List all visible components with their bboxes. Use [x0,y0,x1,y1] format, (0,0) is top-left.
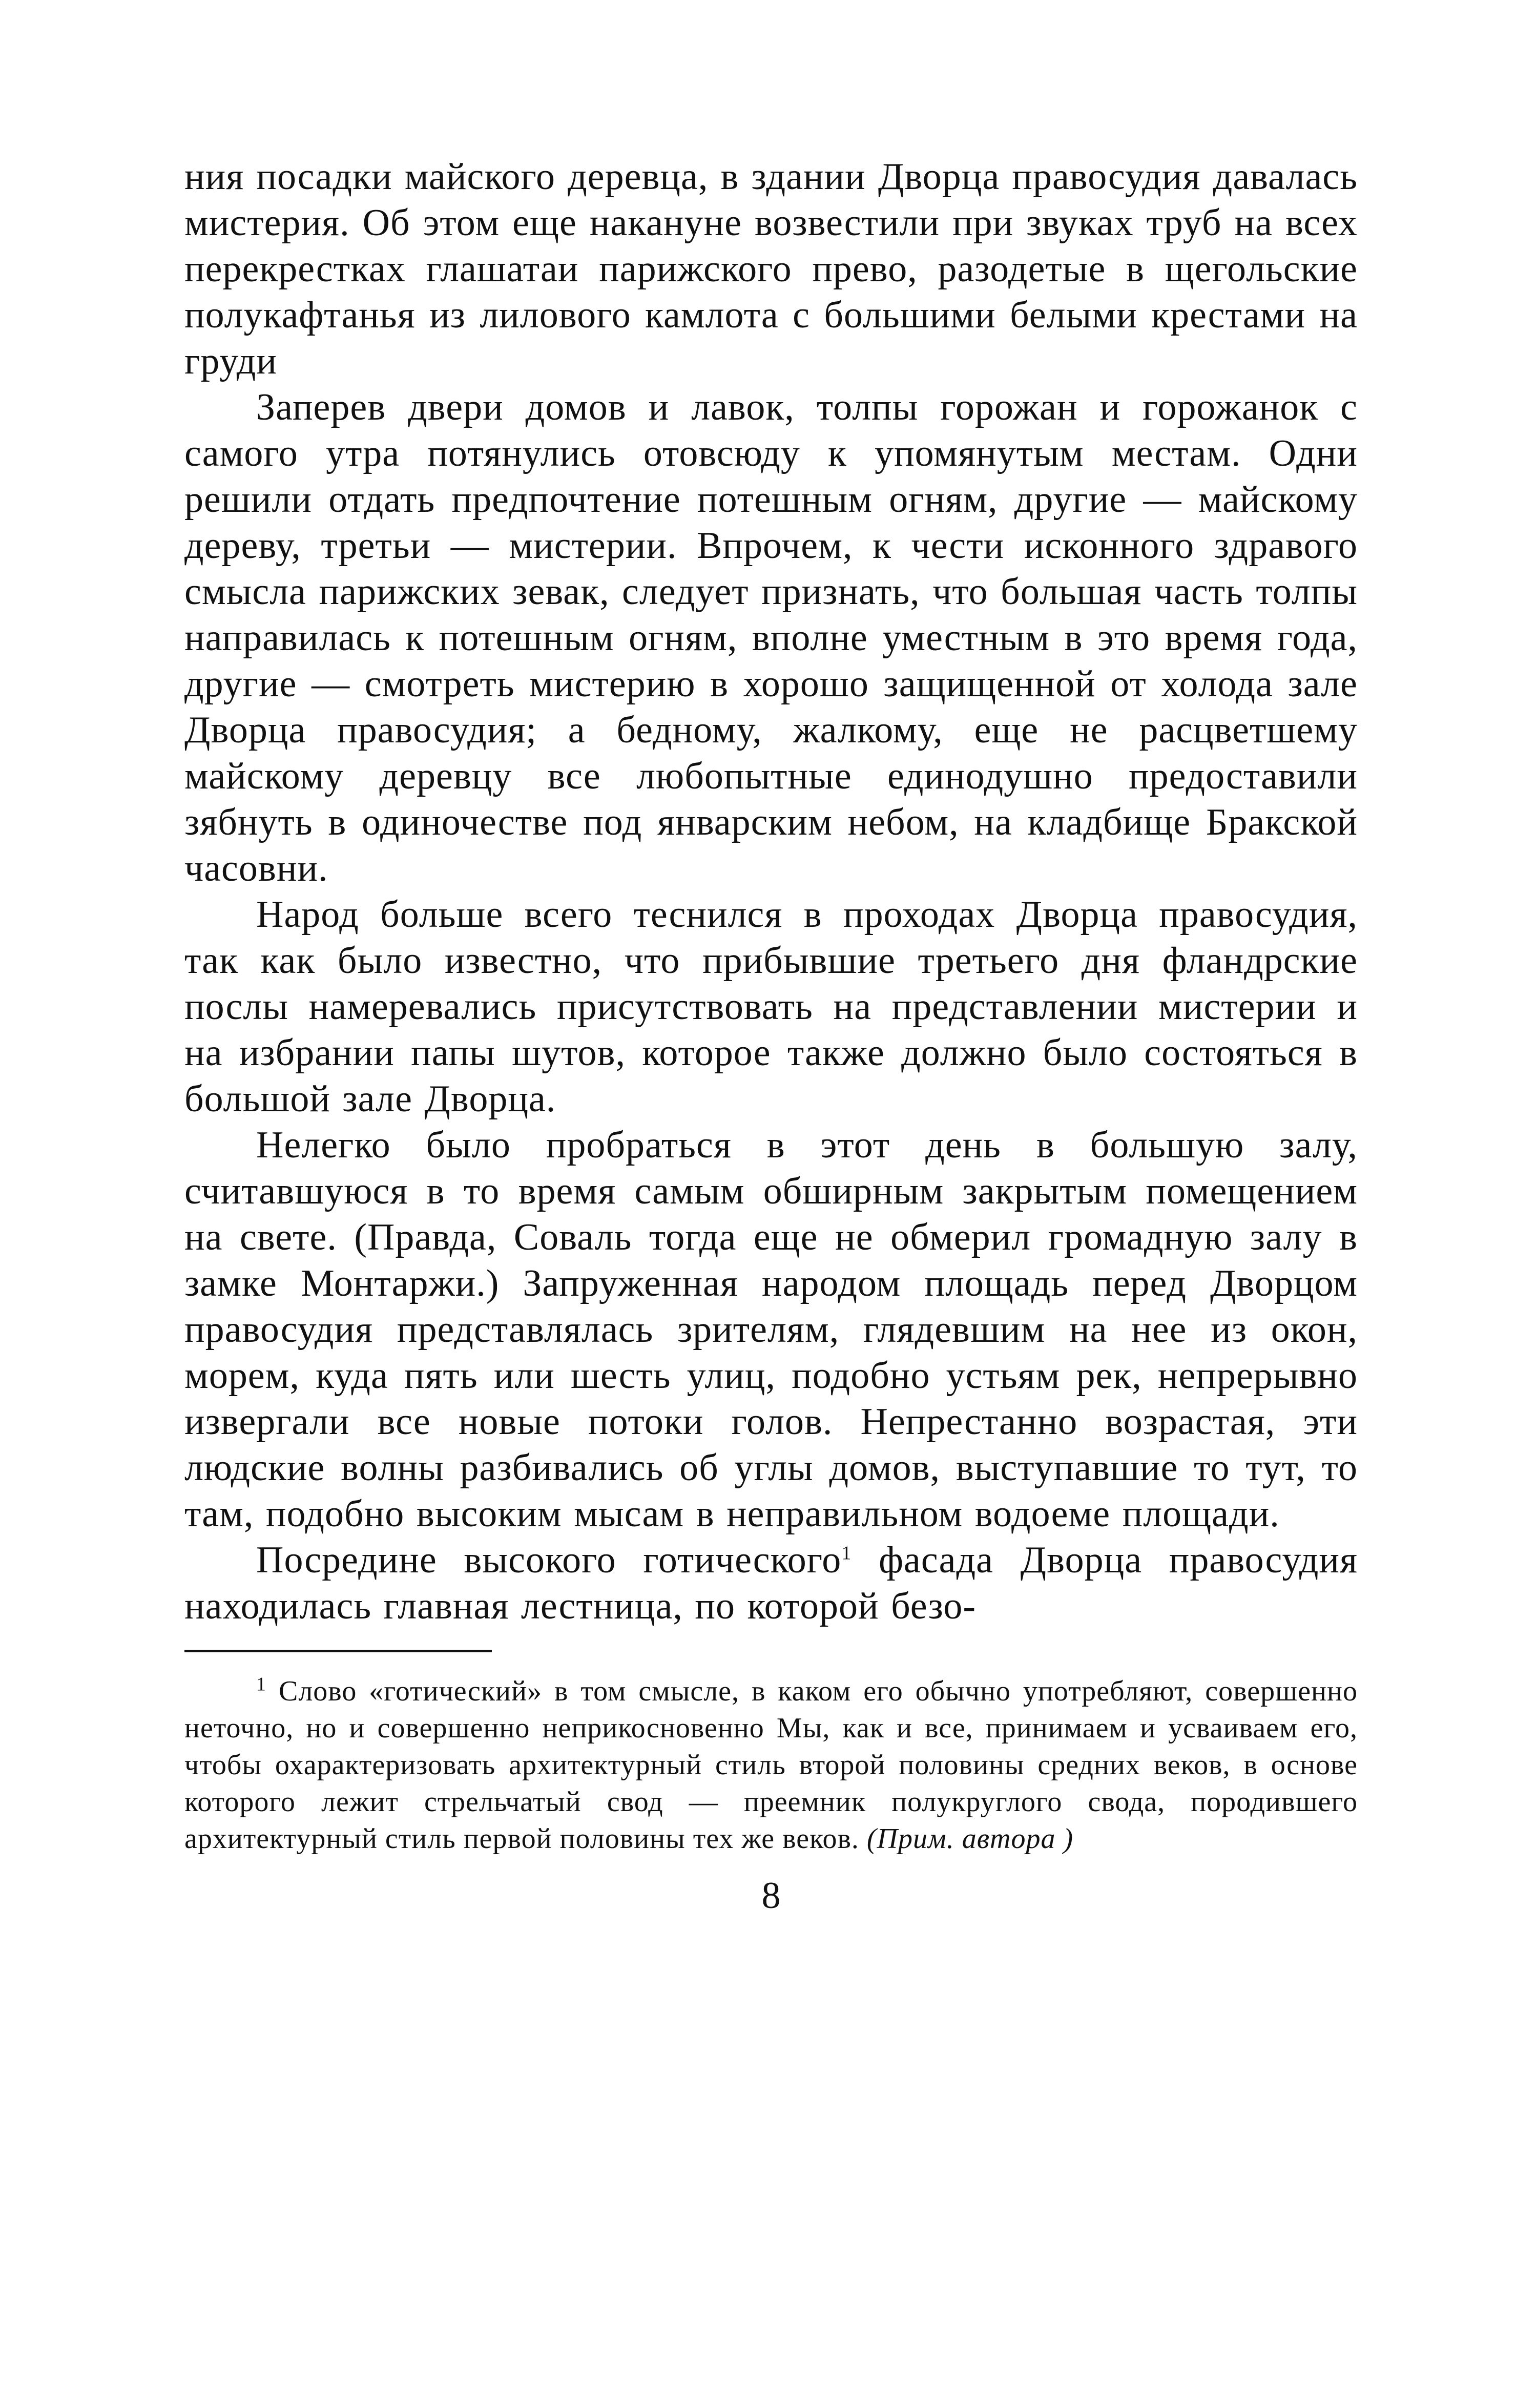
paragraph-5-end: фасада Дворца правосудия находилась главная лестница, по которой безо- [184,1539,1358,1627]
paragraph-2: Заперев двери домов и лавок, толпы горожан и горожанок с самого утра потянулись отовсюду к упомянутым местам. Одни решили отдать предпочтение потешным огням, другие — майскому дереву, третьи — мистерии. Впрочем, к чести исконного здравого смысла парижских зевак, следует признать, что большая часть толпы направилась к потешным огням, вполне уместным в это время года, другие — смотреть мистерию в хорошо защищенной от холода зале Дворца правосудия; а бедному, жалкому, еще не расцветшему майскому деревцу все любопытные единодушно предоставили зябнуть в одиночестве под январским небом, на кладбище Бракской часовни. [184,386,1358,889]
footnote [184,1673,1358,1857]
footnote-text: Слово «готический» в том смысле, в каком его обычно употребляют, совершенно неточно, но и совершенно неприкосновенно Мы, как и все, принимаем и усваиваем его, чтобы охарактеризовать архитектурный стиль второй половины средних веков, в основе которого лежит стрельчатый свод — преемник полукруглого свода, породившего архитектурный стиль первой половины тех же веков. [184,1675,1358,1855]
book-page [184,154,1358,1919]
paragraph-5 [184,1537,1358,1629]
paragraph-4: Нелегко было пробраться в этот день в большую залу, считавшуюся в то время самым обширным закрытым помещением на свете. (Правда, Соваль тогда еще не обмерил громадную залу в замке Монтаржи.) Запруженная народом площадь перед Дворцом правосудия представлялась зрителям, глядевшим на нее из окон, морем, куда пять или шесть улиц, подобно устьям рек, непрерывно извергали все новые потоки голов. Непрестанно возрастая, эти людские волны разбивались об углы домов, выступавшие то тут, то там, подобно высоким мысам в неправильном водоеме площади. [184,1124,1358,1535]
paragraph-5-start: Посредине высокого готического [256,1539,842,1581]
footnote-author-note: (Прим. автора ) [866,1823,1074,1855]
main-text [184,154,1358,1629]
paragraph-3: Народ больше всего теснился в проходах Дворца правосудия, так как было известно, что прибывшие третьего дня фландрские послы намеревались присутствовать на представлении мистерии и на избрании папы шутов, которое также должно было состояться в большой зале Дворца. [184,894,1358,1120]
paragraph-1: ния посадки майского деревца, в здании Дворца правосудия давалась мистерия. Об этом еще накануне возвестили при звуках труб на всех перекрестках глашатаи парижского прево, разодетые в щегольские полукафтанья из лилового камлота с большими белыми крестами на груди [184,156,1358,382]
footnote-mark: 1 [256,1673,266,1695]
footnote-text-block [184,1673,1358,1857]
page-number: 8 [761,1875,781,1917]
footnote-separator [184,1650,492,1652]
footnote-reference: 1 [841,1542,852,1564]
